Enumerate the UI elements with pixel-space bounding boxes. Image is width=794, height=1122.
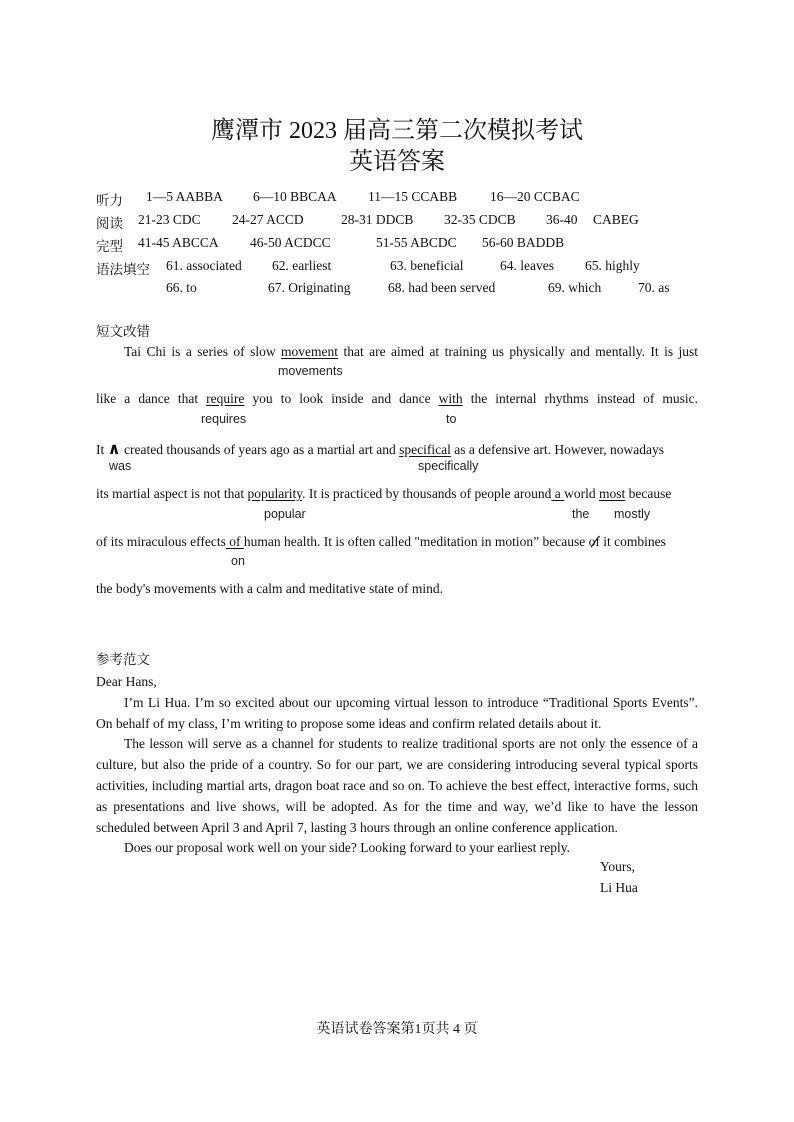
error-word: specifical bbox=[399, 442, 451, 457]
text: human health. It is often called "meditation in motion” because bbox=[243, 534, 586, 549]
cloze-label: 完型 bbox=[96, 239, 123, 254]
answer-item: 67. Originating bbox=[268, 280, 351, 295]
text: Tai Chi is a series of slow bbox=[124, 344, 276, 359]
error-word: most bbox=[599, 486, 626, 501]
essay-paragraph: The lesson will serve as a channel for students to realize traditional sports are not only the essence of a culture, but also the pride of a country. So for our part, we are considering introducing several typical sports activities, including martial arts, dragon boat race and so on. To achieve the best effect, interactive forms, such as presentations and live shows, will be adopted. As for the time and way, we’d like to have the lesson scheduled between April 3 and April 7, lasting 3 hours through an online conference application. bbox=[96, 736, 698, 835]
answer-group: 24-27 ACCD bbox=[232, 212, 304, 227]
correction-line-1 bbox=[124, 344, 698, 360]
page-title: 鹰潭市 2023 届高三第二次模拟考试 bbox=[211, 118, 583, 144]
answer-group: 51-55 ABCDC bbox=[376, 235, 457, 250]
correction-label: 短文改错 bbox=[96, 324, 150, 339]
answer-item: 63. beneficial bbox=[390, 258, 464, 273]
correction-fix: mostly bbox=[614, 507, 651, 521]
deleted-word: of bbox=[588, 534, 600, 549]
correction-line-3 bbox=[96, 439, 664, 459]
answer-item: 64. leaves bbox=[500, 258, 554, 273]
error-word: with bbox=[438, 391, 463, 406]
text: that are aimed at training us physically and mentally. It is just bbox=[343, 344, 699, 359]
answer-group: 28-31 DDCB bbox=[341, 212, 414, 227]
answer-group: CABEG bbox=[593, 212, 639, 227]
answer-group: 56-60 BADDB bbox=[482, 235, 565, 250]
insert-caret-icon: ∧ bbox=[107, 441, 121, 458]
answer-item: 62. earliest bbox=[272, 258, 332, 273]
essay-paragraph: Does our proposal work well on your side? Looking forward to your earliest reply. bbox=[124, 840, 571, 856]
error-word: require bbox=[206, 391, 245, 406]
answer-item: 66. to bbox=[166, 280, 197, 295]
text: you to look inside and dance bbox=[252, 391, 431, 406]
reading-label: 阅读 bbox=[96, 216, 123, 231]
page-footer: 英语试卷答案第1页共 4 页 bbox=[316, 1022, 478, 1037]
error-word: of bbox=[225, 534, 244, 549]
essay-greeting: Dear Hans, bbox=[96, 674, 157, 689]
essay-paragraph: I’m Li Hua. I’m so excited about our upcoming virtual lesson to introduce “Traditional Sports Events”. On behalf of my class, I’m writing to propose some ideas and confirm related details about it. bbox=[96, 694, 698, 731]
answer-group: 1—5 AABBA bbox=[146, 189, 223, 204]
answer-group: 21-23 CDC bbox=[138, 212, 201, 227]
answer-group: 6—10 BBCAA bbox=[253, 189, 337, 204]
essay-label: 参考范文 bbox=[96, 652, 150, 667]
text: its martial aspect is not that bbox=[96, 486, 245, 501]
essay-signature: Li Hua bbox=[600, 880, 638, 895]
correction-fix: movements bbox=[278, 364, 343, 378]
error-word: popularity bbox=[247, 486, 303, 501]
text: of its miraculous effects bbox=[96, 534, 226, 549]
error-word: a bbox=[551, 486, 565, 501]
text: it combines bbox=[603, 534, 666, 549]
text: like a dance that bbox=[96, 391, 199, 406]
correction-line-6: the body's movements with a calm and meditative state of mind. bbox=[96, 581, 443, 596]
correction-fix: popular bbox=[264, 507, 306, 521]
text: . It is practiced by thousands of people around bbox=[302, 486, 552, 501]
text: created thousands of years ago as a martial art and bbox=[124, 442, 396, 457]
answer-group: 41-45 ABCCA bbox=[138, 235, 219, 250]
answer-group: 32-35 CDCB bbox=[444, 212, 516, 227]
text: It bbox=[96, 442, 105, 457]
correction-fix: specifically bbox=[418, 459, 479, 473]
correction-fix: on bbox=[231, 554, 245, 568]
correction-fix: requires bbox=[201, 412, 247, 426]
answer-group: 16—20 CCBAC bbox=[490, 189, 580, 204]
essay-body bbox=[96, 672, 698, 859]
answer-item: 69. which bbox=[548, 280, 602, 295]
answer-item: 70. as bbox=[638, 280, 670, 295]
correction-line-2 bbox=[96, 391, 698, 407]
page-subtitle: 英语答案 bbox=[349, 149, 445, 175]
text: the internal rhythms instead of music. bbox=[470, 391, 699, 406]
correction-fix: the bbox=[572, 507, 590, 521]
correction-line-5 bbox=[96, 534, 666, 550]
grammar-label: 语法填空 bbox=[96, 262, 150, 277]
essay-closing: Yours, bbox=[600, 859, 636, 874]
text: as a defensive art. However, nowadays bbox=[454, 442, 665, 457]
correction-fix: to bbox=[446, 412, 457, 426]
answer-group: 36-40 bbox=[546, 212, 578, 227]
answer-group: 11—15 CCABB bbox=[368, 189, 458, 204]
answer-item: 65. highly bbox=[585, 258, 640, 273]
correction-fix: was bbox=[109, 459, 132, 473]
answer-item: 61. associated bbox=[166, 258, 242, 273]
listening-label: 听力 bbox=[96, 193, 123, 208]
text: because bbox=[628, 486, 672, 501]
text: world bbox=[564, 486, 596, 501]
error-word: movement bbox=[281, 344, 339, 359]
correction-line-4 bbox=[96, 486, 671, 502]
answer-item: 68. had been served bbox=[388, 280, 496, 295]
answer-group: 46-50 ACDCC bbox=[250, 235, 331, 250]
